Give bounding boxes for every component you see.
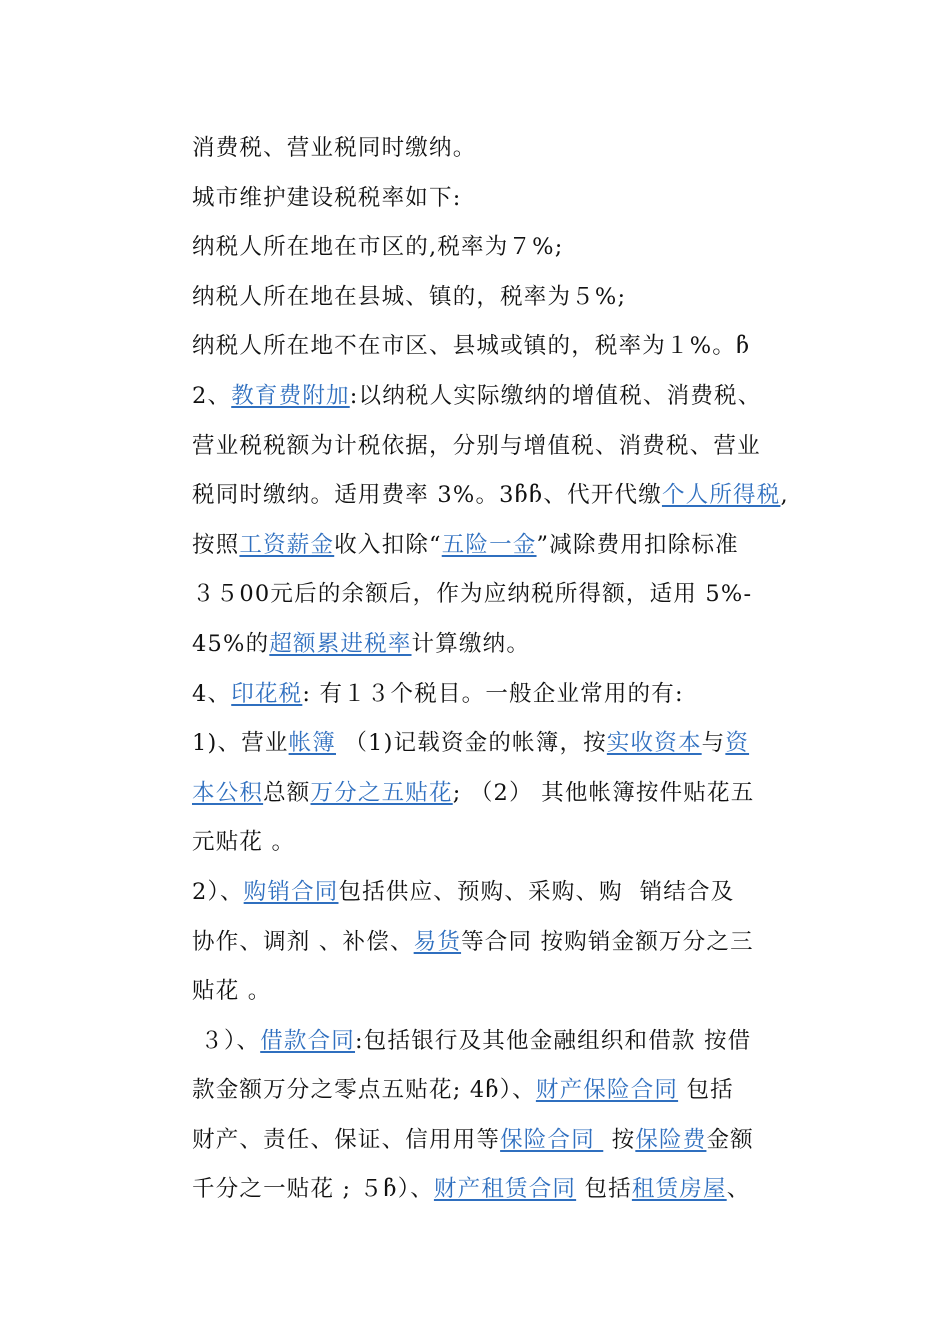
- text-segment: :包括银行及其他金融组织和借款 按借: [355, 1027, 752, 1054]
- text-segment: （1)记载资金的帐簿，按: [336, 730, 607, 757]
- link-property-lease-contract[interactable]: 财产租赁合同: [433, 1176, 577, 1203]
- link-purchase-sales-contract[interactable]: 购销合同: [243, 878, 339, 905]
- link-paid-in-capital[interactable]: 实收资本: [606, 730, 702, 757]
- link-property-insurance-contract[interactable]: 财产保险合同: [535, 1077, 679, 1104]
- text-segment: 千分之一贴花 ; ５ჩ）、: [192, 1176, 434, 1203]
- text-segment: 、: [726, 1176, 751, 1203]
- text-line-7: [192, 422, 832, 472]
- text-segment: 款金额万分之零点五贴花; 4ჩ）、: [192, 1077, 536, 1104]
- link-personal-income-tax[interactable]: 个人所得税: [661, 482, 781, 509]
- link-five-insurances-one-fund[interactable]: 五险一金: [441, 531, 537, 558]
- text-line-12: [192, 670, 832, 720]
- text-segment: 与: [701, 730, 726, 757]
- link-loan-contract[interactable]: 借款合同: [260, 1027, 356, 1054]
- text-line-2: [192, 174, 832, 224]
- text-segment: 包括: [576, 1176, 632, 1203]
- text-line-15: [192, 818, 832, 868]
- text-segment: 金额: [706, 1126, 754, 1153]
- text-segment: ; （2） 其他帐簿按件贴花五: [452, 779, 755, 806]
- link-account-books[interactable]: 帐簿: [288, 730, 336, 757]
- text-segment: 财产、责任、保证、信用用等: [192, 1126, 501, 1153]
- text-segment: 贴花 。: [192, 978, 272, 1005]
- text-segment: 消费税、营业税同时缴纳。: [192, 135, 477, 161]
- link-house-lease[interactable]: 租赁房屋: [631, 1176, 727, 1203]
- text-line-14: [192, 769, 832, 819]
- text-line-11: [192, 620, 832, 670]
- text-segment: 1)、营业: [192, 730, 289, 757]
- link-insurance-premium[interactable]: 保险费: [635, 1126, 707, 1153]
- text-segment: 城市维护建设税税率如下:: [192, 184, 462, 211]
- text-segment: 按照: [192, 531, 240, 558]
- text-line-5: [192, 322, 832, 372]
- text-segment: 4、: [192, 680, 232, 707]
- text-segment: 营业税税额为计税依据，分别与增值税、消费税、营业: [192, 432, 761, 459]
- link-five-ten-thousandths-stamp[interactable]: 万分之五贴花: [310, 779, 453, 806]
- link-wages-salaries[interactable]: 工资薪金: [239, 531, 335, 558]
- text-line-19: [192, 1017, 832, 1067]
- text-segment: 包括: [678, 1077, 734, 1104]
- text-line-3: [192, 223, 832, 273]
- text-line-20: [192, 1066, 832, 1116]
- text-segment: 元贴花 。: [192, 829, 296, 856]
- link-education-surcharge[interactable]: 教育费附加: [231, 382, 350, 409]
- text-segment: 按: [603, 1126, 636, 1153]
- document-body-text: [192, 124, 832, 1215]
- text-line-9: [192, 521, 832, 571]
- text-segment: ,: [780, 482, 789, 509]
- link-progressive-tax-rate[interactable]: 超额累进税率: [269, 630, 412, 657]
- text-segment: 包括供应、预购、采购、购 销结合及: [338, 878, 735, 905]
- link-stamp-tax[interactable]: 印花税: [231, 680, 303, 707]
- text-segment: 2、: [192, 382, 232, 409]
- text-segment: : 有１３个税目。一般企业常用的有:: [302, 680, 684, 707]
- link-capital-reserve[interactable]: 资: [725, 730, 750, 757]
- text-segment: 总额: [263, 779, 311, 806]
- text-segment: 2）、: [192, 878, 244, 905]
- text-line-17: [192, 918, 832, 968]
- text-segment: ３５00元后的余额后，作为应纳税所得额，适用 5%-: [192, 581, 753, 608]
- text-line-10: [192, 570, 832, 620]
- text-segment: ３）、: [192, 1027, 261, 1054]
- text-line-4: [192, 273, 832, 323]
- text-line-16: [192, 868, 832, 918]
- text-line-13: [192, 719, 832, 769]
- link-barter[interactable]: 易货: [413, 928, 462, 955]
- text-segment: 45%的: [192, 630, 270, 657]
- text-line-18: [192, 967, 832, 1017]
- text-segment: ”减除费用扣除标准: [536, 531, 739, 558]
- text-segment: 税同时缴纳。适用费率 3%。3ჩჩ、代开代缴: [192, 482, 662, 509]
- text-segment: 协作、调剂 、补偿、: [192, 928, 414, 955]
- text-line-21: [192, 1116, 832, 1166]
- text-line-1: [192, 124, 832, 174]
- text-line-8: [192, 471, 832, 521]
- text-segment: 纳税人所在地不在市区、县城或镇的，税率为１%。ჩ: [192, 333, 751, 360]
- text-segment: :以纳税人实际缴纳的增值税、消费税、: [349, 382, 762, 409]
- text-segment: 纳税人所在地在市区的,税率为７%;: [192, 234, 564, 261]
- text-segment: 收入扣除“: [334, 531, 442, 558]
- link-capital-reserve[interactable]: 本公积: [192, 779, 264, 806]
- text-segment: 等合同 按购销金额万分之三: [461, 928, 754, 955]
- text-line-6: [192, 372, 832, 422]
- text-line-22: [192, 1165, 832, 1215]
- text-segment: 纳税人所在地在县城、镇的，税率为５%;: [192, 283, 627, 310]
- link-insurance-contract[interactable]: 保险合同: [500, 1126, 604, 1153]
- text-segment: 计算缴纳。: [411, 630, 531, 657]
